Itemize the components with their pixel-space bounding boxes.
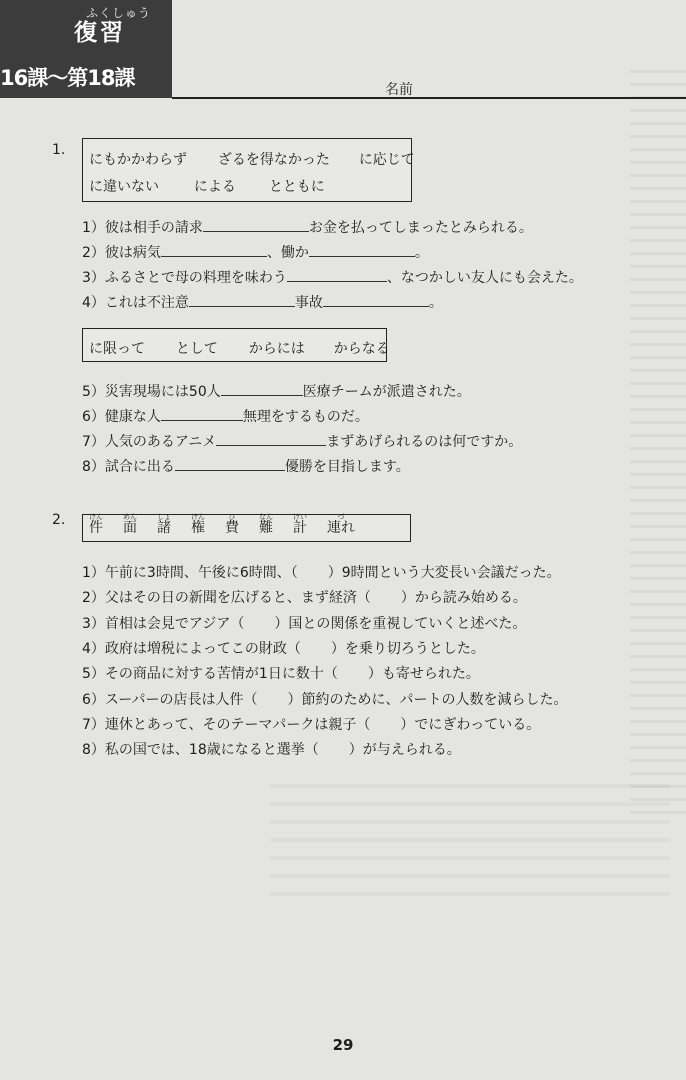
- question-text: 。: [414, 245, 429, 261]
- question-text: その商品に対する苦情が1日に数十（: [104, 666, 338, 683]
- kanji-choice: 件けん: [89, 513, 103, 536]
- question-text: 首相は会見でアジア（: [104, 615, 245, 632]
- question-number: 5）: [82, 666, 105, 683]
- question-number: 8）: [82, 459, 105, 475]
- section-number: 1.: [52, 142, 66, 158]
- word-choice-box: [82, 328, 390, 362]
- word-choice: による: [193, 179, 236, 195]
- question-number: 2）: [82, 590, 105, 607]
- kanji-choice-box: [82, 514, 411, 542]
- word-row: [89, 176, 325, 196]
- question-text: 事故: [294, 295, 323, 311]
- reverse-page-bleed-lower: [270, 770, 670, 900]
- page-title: 復習: [74, 20, 126, 46]
- question-number: 2）: [82, 245, 105, 261]
- kanji-choice: 費ひ: [225, 513, 239, 536]
- kanji-choice: 権けん: [191, 513, 205, 536]
- kanji-question-2: [82, 587, 527, 607]
- question-7: [82, 431, 522, 451]
- kanji-choice: 諸しょ: [157, 513, 171, 536]
- question-number: 7）: [82, 434, 105, 450]
- question-text: 午前に3時間、午後に6時間、（: [104, 565, 298, 581]
- question-8: [82, 456, 410, 476]
- question-text: 政府は増税によってこの財政（: [104, 640, 301, 657]
- kanji-row: [89, 513, 355, 537]
- lesson-range: 16課～第18課: [0, 66, 135, 90]
- word-choice: からには: [248, 341, 305, 357]
- answer-blank[interactable]: [287, 269, 387, 282]
- word-choice: に違いない: [89, 179, 159, 195]
- kanji-question-5: [82, 663, 480, 683]
- word-choice: に限って: [89, 341, 145, 357]
- word-choice: からなる: [333, 341, 390, 357]
- question-text: 。: [428, 295, 443, 311]
- answer-blank[interactable]: [203, 219, 309, 232]
- question-text: スーパーの店長は人件（: [104, 691, 258, 708]
- answer-blank[interactable]: [216, 433, 326, 446]
- question-text: 彼は病気: [104, 245, 161, 261]
- word-row: [89, 149, 415, 169]
- kanji-choice: 難なん: [259, 513, 273, 536]
- question-text: 人気のあるアニメ: [104, 434, 217, 450]
- header-rule: [172, 97, 686, 99]
- question-number: 3）: [82, 615, 105, 632]
- question-text: 無理をするものだ。: [242, 409, 369, 425]
- question-text: ）節約のために、パートの人数を減らした。: [287, 691, 568, 708]
- word-choice: ざるを得なかった: [217, 152, 330, 168]
- question-text: これは不注意: [104, 295, 189, 311]
- question-2: [82, 242, 429, 262]
- question-text: ）を乗り切ろうとした。: [330, 640, 485, 657]
- question-number: 6）: [82, 409, 105, 425]
- name-field-label: 名前: [385, 82, 413, 98]
- question-text: 災害現場には50人: [104, 384, 221, 400]
- question-text: ）が与えられる。: [348, 742, 461, 759]
- question-6: [82, 406, 369, 426]
- question-text: 健康な人: [104, 409, 161, 425]
- word-row: [89, 338, 390, 358]
- title-furigana: ふくしゅう: [86, 6, 152, 20]
- question-1: [82, 217, 533, 237]
- section-number: 2.: [52, 512, 66, 528]
- question-4: [82, 292, 443, 312]
- page-number: 29: [332, 1036, 354, 1054]
- question-text: 連休とあって、そのテーマパークは親子（: [104, 716, 371, 733]
- question-number: 6）: [82, 691, 105, 708]
- word-choice: にもかかわらず: [89, 152, 187, 168]
- kanji-choice: 面めん: [123, 513, 137, 536]
- question-3: [82, 267, 583, 287]
- question-text: ）から読み始める。: [400, 590, 527, 607]
- question-text: 彼は相手の請求: [104, 220, 203, 236]
- kanji-question-6: [82, 689, 568, 709]
- reverse-page-bleed: [630, 60, 686, 820]
- question-text: 、なつかしい友人にも会えた。: [386, 270, 583, 286]
- word-choice: として: [175, 341, 218, 357]
- answer-blank[interactable]: [309, 244, 415, 257]
- question-text: ふるさとで母の料理を味わう: [104, 270, 287, 286]
- word-choice: に応じて: [358, 152, 415, 168]
- question-text: お金を払ってしまったとみられる。: [308, 220, 533, 236]
- question-number: 5）: [82, 384, 105, 400]
- question-text: 優勝を目指します。: [284, 459, 410, 475]
- kanji-choice: 計けい: [293, 513, 307, 536]
- answer-blank[interactable]: [175, 458, 285, 471]
- question-text: ）も寄せられた。: [367, 666, 480, 683]
- word-choice: とともに: [268, 179, 325, 195]
- answer-blank[interactable]: [323, 294, 429, 307]
- question-text: まずあげられるのは何ですか。: [326, 434, 523, 450]
- header-banner: [0, 0, 172, 98]
- question-number: 4）: [82, 295, 105, 311]
- question-number: 4）: [82, 640, 105, 657]
- answer-blank[interactable]: [221, 383, 303, 396]
- question-text: 試合に出る: [104, 459, 175, 475]
- answer-blank[interactable]: [161, 408, 243, 421]
- question-5: [82, 381, 471, 401]
- kanji-choice: 連れづ: [327, 513, 355, 536]
- question-text: ）9時間という大変長い会議だった。: [327, 565, 561, 581]
- answer-blank[interactable]: [189, 294, 295, 307]
- question-text: 、働か: [266, 245, 309, 261]
- question-text: ）でにぎわっている。: [400, 716, 541, 733]
- question-text: 私の国では、18歳になると選挙（: [104, 742, 319, 759]
- kanji-question-8: [82, 739, 461, 759]
- question-number: 1）: [82, 220, 105, 236]
- question-text: 医療チームが派遣された。: [302, 384, 471, 400]
- kanji-question-4: [82, 638, 485, 658]
- question-text: 父はその日の新聞を広げると、まず経済（: [104, 590, 371, 607]
- kanji-question-1: [82, 562, 561, 582]
- answer-blank[interactable]: [161, 244, 267, 257]
- kanji-question-3: [82, 613, 526, 633]
- question-number: 8）: [82, 742, 105, 759]
- question-number: 7）: [82, 716, 105, 733]
- question-number: 1）: [82, 565, 105, 581]
- question-text: ）国との関係を重視していくと述べた。: [274, 615, 527, 632]
- kanji-question-7: [82, 714, 540, 734]
- word-choice-box: [82, 138, 415, 202]
- question-number: 3）: [82, 270, 105, 286]
